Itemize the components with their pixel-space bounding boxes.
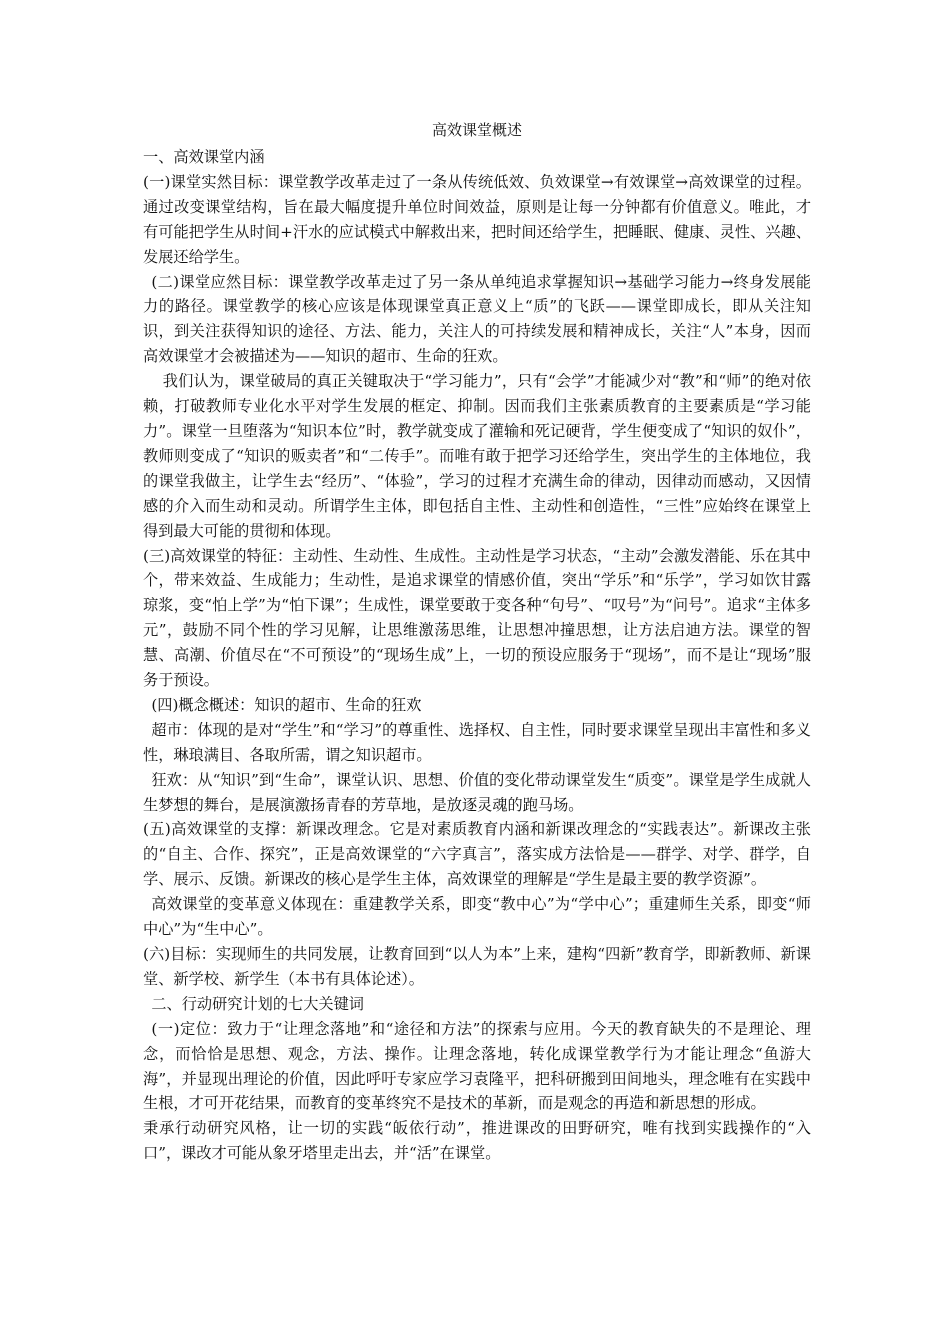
section-heading-1: 一、高效课堂内涵	[143, 148, 265, 166]
paragraph-5: (四)概念概述：知识的超市、生命的狂欢	[151, 695, 422, 714]
section-heading-2: 二、行动研究计划的七大关键词	[151, 994, 364, 1013]
paragraph-4: (三)高效课堂的特征：主动性、生动性、生成性。主动性是学习状态，“主动”会激发潜能、乐在其中个，带来效益、生成能力；生动性，是追求课堂的情感价值，突出“学乐”和“乐学”，学习如饮甘露琼浆，变“怕上学”为“怕下课”；生成性，课堂要敢于变各种“句号”、“叹号”为“问号”。追求“主体多元”，鼓励不同个性的学习见解，让思维激荡思维，让思想冲撞思想，让方法启迪方法。课堂的智慧、高潮、价值尽在“不可预设”的“现场生成”上，一切的预设应服务于“现场”，而不是让“现场”服务于预设。	[143, 546, 811, 690]
paragraph-2: (二)课堂应然目标：课堂教学改革走过了另一条从单纯追求掌握知识→基础学习能力→终身发展能力的路径。课堂教学的核心应该是体现课堂真正意义上“质”的飞跃——课堂即成长，即从关注知识，到关注获得知识的途径、方法、能力，关注人的可持续发展和精神成长，关注“人”本身，因而高效课堂才会被描述为——知识的超市、生命的狂欢。	[143, 272, 811, 366]
paragraph-7: 狂欢：从“知识”到“生命”，课堂认识、思想、价值的变化带动课堂发生“质变”。课堂是学生成就人生梦想的舞台，是展演激扬青春的芳草地，是放逐灵魂的跑马场。	[143, 770, 811, 814]
paragraph-8: (五)高效课堂的支撑：新课改理念。它是对素质教育内涵和新课改理念的“实践表达”。新课改主张的“自主、合作、探究”，正是高效课堂的“六字真言”，落实成方法恰是——群学、对学、群学，自学、展示、反馈。新课改的核心是学生主体，高效课堂的理解是“学生是最主要的教学资源”。	[143, 820, 811, 889]
paragraph-1: (一)课堂实然目标：课堂教学改革走过了一条从传统低效、负效课堂→有效课堂→高效课堂的过程。通过改变课堂结构，旨在最大幅度提升单位时间效益，原则是让每一分钟都有价值意义。唯此，才有可能把学生从时间+汗水的应试模式中解救出来，把时间还给学生，把睡眠、健康、灵性、兴趣、发展还给学生。	[143, 172, 811, 266]
paragraph-10: (六)目标：实现师生的共同发展，让教育回到“以人为本”上来，建构“四新”教育学，即新教师、新课堂、新学校、新学生（本书有具体论述）。	[143, 945, 811, 988]
paragraph-9: 高效课堂的变革意义体现在：重建教学关系，即变“教中心”为“学中心”；重建师生关系，即变“师中心”为“生中心”。	[143, 895, 811, 939]
document-page	[143, 120, 811, 1166]
paragraph-6: 超市：体现的是对“学生”和“学习”的尊重性、选择权、自主性，同时要求课堂呈现出丰富性和多义性，琳琅满目、各取所需，谓之知识超市。	[143, 720, 811, 764]
document-title: 高效课堂概述	[431, 121, 522, 139]
paragraph-3: 我们认为，课堂破局的真正关键取决于“学习能力”，只有“会学”才能减少对“教”和“师”的绝对依赖，打破教师专业化水平对学生发展的框定、抑制。因而我们主张素质教育的主要素质是“学习能力”。课堂一旦堕落为“知识本位”时，教学就变成了灌输和死记硬背，学生便变成了“知识的奴仆”，教师则变成了“知识的贩卖者”和“二传手”。而唯有敢于把学习还给学生，突出学生的主体地位，我的课堂我做主，让学生去“经历”、“体验”，学习的过程才充满生命的律动，因律动而感动，又因情感的介入而生动和灵动。所谓学生主体，即包括自主性、主动性和创造性，“三性”应始终在课堂上得到最大可能的贯彻和体现。	[143, 372, 811, 540]
paragraph-11: (一)定位：致力于“让理念落地”和“途径和方法”的探索与应用。今天的教育缺失的不是理论、理念，而恰恰是思想、观念，方法、操作。让理念落地，转化成课堂教学行为才能让理念“鱼游大海”，并显现出理论的价值，因此呼吁专家应学习袁隆平，把科研搬到田间地头，理念唯有在实践中生根，才可开花结果，而教育的变革终究不是技术的革新，而是观念的再造和新思想的形成。	[143, 1019, 811, 1113]
paragraph-12: 秉承行动研究风格，让一切的实践“皈依行动”，推进课改的田野研究，唯有找到实践操作的“入口”，课改才可能从象牙塔里走出去，并“活”在课堂。	[143, 1119, 811, 1163]
